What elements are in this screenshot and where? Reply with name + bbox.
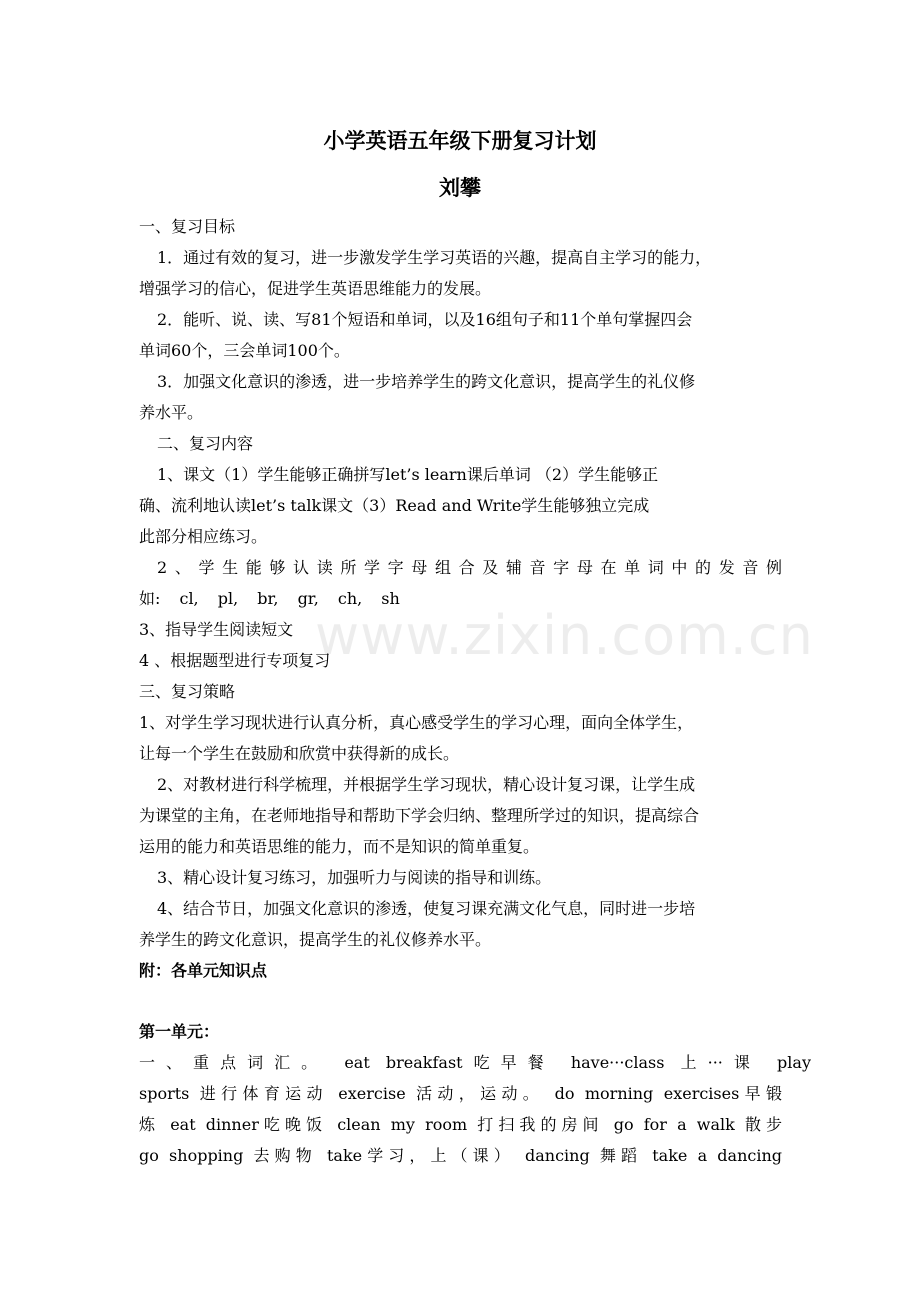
paragraph-line: 1、对学生学习现状进行认真分析，真心感受学生的学习心理，面向全体学生， bbox=[139, 713, 694, 732]
unit-heading: 第一单元： bbox=[139, 1022, 220, 1041]
vocab-line: sports 进行体育运动 exercise 活动，运动。 do morning exercises早锻 bbox=[139, 1084, 782, 1103]
paragraph-line: 增强学习的信心，促进学生英语思维能力的发展。 bbox=[139, 279, 492, 298]
paragraph-line: 1、课文（1）学生能够正确拼写let’s learn课后单词 （2）学生能够正 bbox=[157, 465, 659, 484]
vocab-line: 一、重点词汇。 eat breakfast吃早餐 have···class 上···课 play bbox=[139, 1053, 811, 1072]
paragraph-line: 单词60个，三会单词100个。 bbox=[139, 341, 350, 360]
paragraph-line: 4 、根据题型进行专项复习 bbox=[139, 651, 331, 670]
paragraph-line: 2、学生能够认读所学字母组合及辅音字母在单词中的发音例 bbox=[157, 558, 782, 577]
paragraph-line: 3、指导学生阅读短文 bbox=[139, 620, 294, 639]
paragraph-line: 2、对教材进行科学梳理，并根据学生学习现状，精心设计复习课，让学生成 bbox=[157, 775, 696, 794]
document-title: 小学英语五年级下册复习计划 bbox=[323, 129, 597, 153]
watermark: www.zixin.com.cn bbox=[315, 604, 814, 667]
paragraph-line: 确、流利地认读let’s talk课文（3）Read and Write学生能够独立完成 bbox=[139, 496, 650, 515]
section-heading: 二、复习内容 bbox=[157, 434, 254, 453]
paragraph-line: 养学生的跨文化意识，提高学生的礼仪修养水平。 bbox=[139, 930, 492, 949]
appendix-heading: 附：各单元知识点 bbox=[139, 961, 268, 980]
vocab-line: go shopping 去购物 take学习，上（课） dancing 舞蹈 take a dancing bbox=[139, 1146, 782, 1165]
paragraph-line: 2．能听、说、读、写81个短语和单词，以及16组句子和11个单句掌握四会 bbox=[157, 310, 693, 329]
paragraph-line: 3．加强文化意识的渗透，进一步培养学生的跨文化意识，提高学生的礼仪修 bbox=[157, 372, 696, 391]
vocab-line: 炼 eat dinner吃晚饭 clean my room 打扫我的房间 go for a walk 散步 bbox=[139, 1115, 782, 1134]
paragraph-line: 3、精心设计复习练习，加强听力与阅读的指导和训练。 bbox=[157, 868, 552, 887]
paragraph-line: 养水平。 bbox=[139, 403, 204, 422]
paragraph-line: 运用的能力和英语思维的能力，而不是知识的简单重复。 bbox=[139, 837, 540, 856]
paragraph-line: 4、结合节日，加强文化意识的渗透，使复习课充满文化气息，同时进一步培 bbox=[157, 899, 696, 918]
paragraph-line: 1．通过有效的复习，进一步激发学生学习英语的兴趣，提高自主学习的能力， bbox=[157, 248, 712, 267]
section-heading: 三、复习策略 bbox=[139, 682, 236, 701]
section-heading: 一、复习目标 bbox=[139, 217, 236, 236]
paragraph-line: 此部分相应练习。 bbox=[139, 527, 268, 546]
paragraph-line: 如: cl, pl, br, gr, ch, sh bbox=[139, 589, 400, 608]
document-author: 刘攀 bbox=[439, 176, 481, 200]
paragraph-line: 为课堂的主角，在老师地指导和帮助下学会归纳、整理所学过的知识，提高综合 bbox=[139, 806, 700, 825]
paragraph-line: 让每一个学生在鼓励和欣赏中获得新的成长。 bbox=[139, 744, 460, 763]
